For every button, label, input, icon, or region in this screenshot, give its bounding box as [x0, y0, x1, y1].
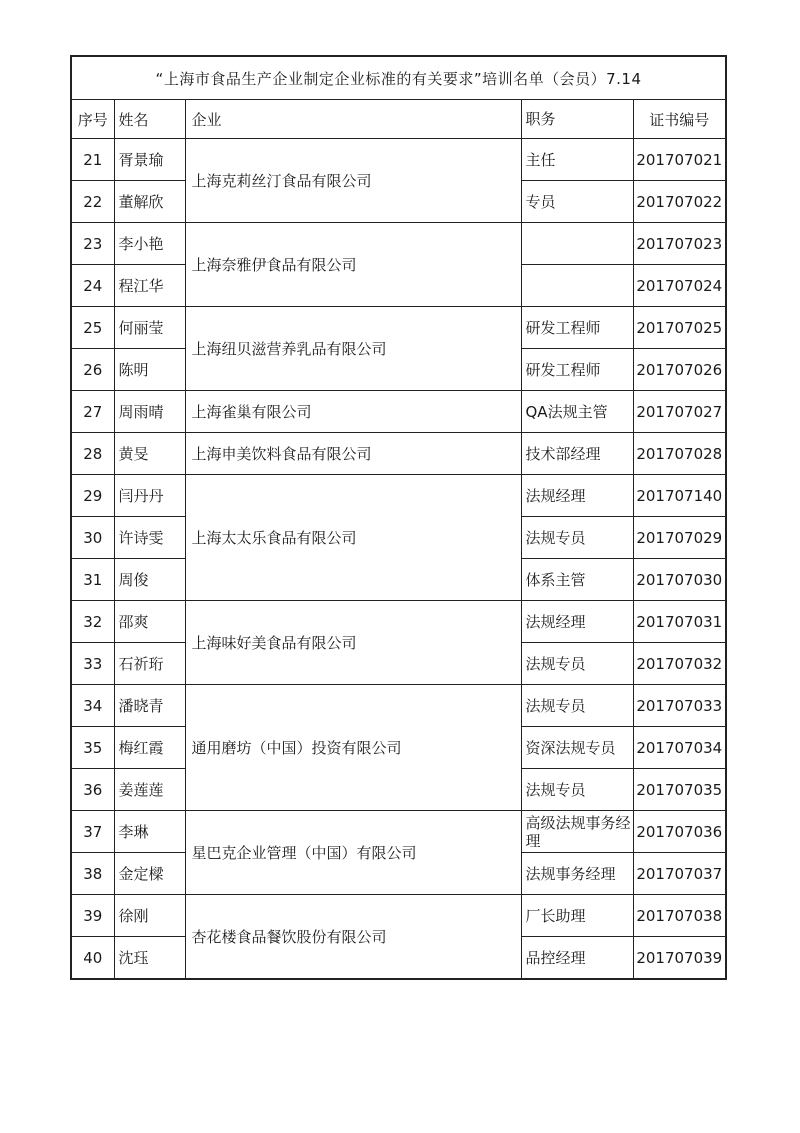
row-name: 邵爽 — [114, 601, 185, 643]
row-position: 技术部经理 — [521, 433, 633, 475]
row-cert: 201707029 — [633, 517, 726, 559]
row-position: 法规事务经理 — [521, 853, 633, 895]
row-no: 30 — [71, 517, 114, 559]
row-cert: 201707037 — [633, 853, 726, 895]
row-no: 34 — [71, 685, 114, 727]
row-position: 体系主管 — [521, 559, 633, 601]
row-company: 杏花楼食品餐饮股份有限公司 — [185, 895, 521, 980]
table-row — [71, 391, 726, 433]
row-position: QA法规主管 — [521, 391, 633, 433]
row-company: 上海纽贝滋营养乳品有限公司 — [185, 307, 521, 391]
row-no: 39 — [71, 895, 114, 937]
table-row — [71, 685, 726, 727]
title-row — [71, 56, 726, 100]
row-position: 高级法规事务经理 — [521, 811, 633, 853]
row-company: 上海克莉丝汀食品有限公司 — [185, 139, 521, 223]
row-name: 潘晓青 — [114, 685, 185, 727]
row-no: 29 — [71, 475, 114, 517]
row-no: 22 — [71, 181, 114, 223]
row-no: 26 — [71, 349, 114, 391]
row-no: 28 — [71, 433, 114, 475]
header-position: 职务 — [521, 100, 633, 139]
row-no: 33 — [71, 643, 114, 685]
row-name: 李琳 — [114, 811, 185, 853]
row-name: 陈明 — [114, 349, 185, 391]
row-cert: 201707036 — [633, 811, 726, 853]
row-position — [521, 223, 633, 265]
row-cert: 201707024 — [633, 265, 726, 307]
row-position: 法规专员 — [521, 685, 633, 727]
row-name: 徐刚 — [114, 895, 185, 937]
row-no: 35 — [71, 727, 114, 769]
row-name: 金定樑 — [114, 853, 185, 895]
table-row — [71, 307, 726, 349]
row-cert: 201707038 — [633, 895, 726, 937]
row-name: 黄旻 — [114, 433, 185, 475]
row-position: 法规经理 — [521, 475, 633, 517]
row-no: 25 — [71, 307, 114, 349]
table-row — [71, 475, 726, 517]
row-no: 21 — [71, 139, 114, 181]
row-position: 研发工程师 — [521, 307, 633, 349]
row-no: 40 — [71, 937, 114, 980]
row-cert: 201707026 — [633, 349, 726, 391]
row-cert: 201707140 — [633, 475, 726, 517]
table-row — [71, 433, 726, 475]
roster-sheet — [70, 55, 725, 980]
row-cert: 201707025 — [633, 307, 726, 349]
row-position: 法规经理 — [521, 601, 633, 643]
row-position: 法规专员 — [521, 643, 633, 685]
row-no: 36 — [71, 769, 114, 811]
row-company: 上海奈雅伊食品有限公司 — [185, 223, 521, 307]
row-name: 董解欣 — [114, 181, 185, 223]
row-position: 专员 — [521, 181, 633, 223]
row-cert: 201707028 — [633, 433, 726, 475]
row-position: 品控经理 — [521, 937, 633, 980]
row-cert: 201707022 — [633, 181, 726, 223]
row-position: 法规专员 — [521, 517, 633, 559]
row-cert: 201707030 — [633, 559, 726, 601]
row-name: 梅红霞 — [114, 727, 185, 769]
table-row — [71, 811, 726, 853]
row-position: 厂长助理 — [521, 895, 633, 937]
row-name: 沈珏 — [114, 937, 185, 980]
row-name: 程江华 — [114, 265, 185, 307]
row-no: 31 — [71, 559, 114, 601]
row-position: 资深法规专员 — [521, 727, 633, 769]
row-cert: 201707034 — [633, 727, 726, 769]
header-name: 姓名 — [114, 100, 185, 139]
table-row — [71, 223, 726, 265]
row-no: 37 — [71, 811, 114, 853]
row-no: 38 — [71, 853, 114, 895]
table-row — [71, 601, 726, 643]
row-name: 闫丹丹 — [114, 475, 185, 517]
row-cert: 201707023 — [633, 223, 726, 265]
roster-table — [70, 55, 727, 980]
table-title: “上海市食品生产企业制定企业标准的有关要求”培训名单（会员）7.14 — [71, 56, 726, 100]
row-cert: 201707039 — [633, 937, 726, 980]
row-name: 胥景瑜 — [114, 139, 185, 181]
row-name: 何丽莹 — [114, 307, 185, 349]
row-company: 星巴克企业管理（中国）有限公司 — [185, 811, 521, 895]
row-no: 23 — [71, 223, 114, 265]
row-position: 法规专员 — [521, 769, 633, 811]
row-company: 上海申美饮料食品有限公司 — [185, 433, 521, 475]
row-no: 27 — [71, 391, 114, 433]
row-position — [521, 265, 633, 307]
row-no: 24 — [71, 265, 114, 307]
row-cert: 201707033 — [633, 685, 726, 727]
row-cert: 201707021 — [633, 139, 726, 181]
row-cert: 201707032 — [633, 643, 726, 685]
row-position: 研发工程师 — [521, 349, 633, 391]
header-company: 企业 — [185, 100, 521, 139]
table-row — [71, 139, 726, 181]
row-company: 通用磨坊（中国）投资有限公司 — [185, 685, 521, 811]
header-row — [71, 100, 726, 139]
row-cert: 201707031 — [633, 601, 726, 643]
header-no: 序号 — [71, 100, 114, 139]
row-no: 32 — [71, 601, 114, 643]
table-row — [71, 895, 726, 937]
row-company: 上海味好美食品有限公司 — [185, 601, 521, 685]
row-position: 主任 — [521, 139, 633, 181]
header-cert: 证书编号 — [633, 100, 726, 139]
row-cert: 201707027 — [633, 391, 726, 433]
row-cert: 201707035 — [633, 769, 726, 811]
row-name: 许诗雯 — [114, 517, 185, 559]
row-name: 周俊 — [114, 559, 185, 601]
row-company: 上海雀巢有限公司 — [185, 391, 521, 433]
row-company: 上海太太乐食品有限公司 — [185, 475, 521, 601]
row-name: 姜莲莲 — [114, 769, 185, 811]
row-name: 周雨晴 — [114, 391, 185, 433]
row-name: 李小艳 — [114, 223, 185, 265]
row-name: 石祈珩 — [114, 643, 185, 685]
